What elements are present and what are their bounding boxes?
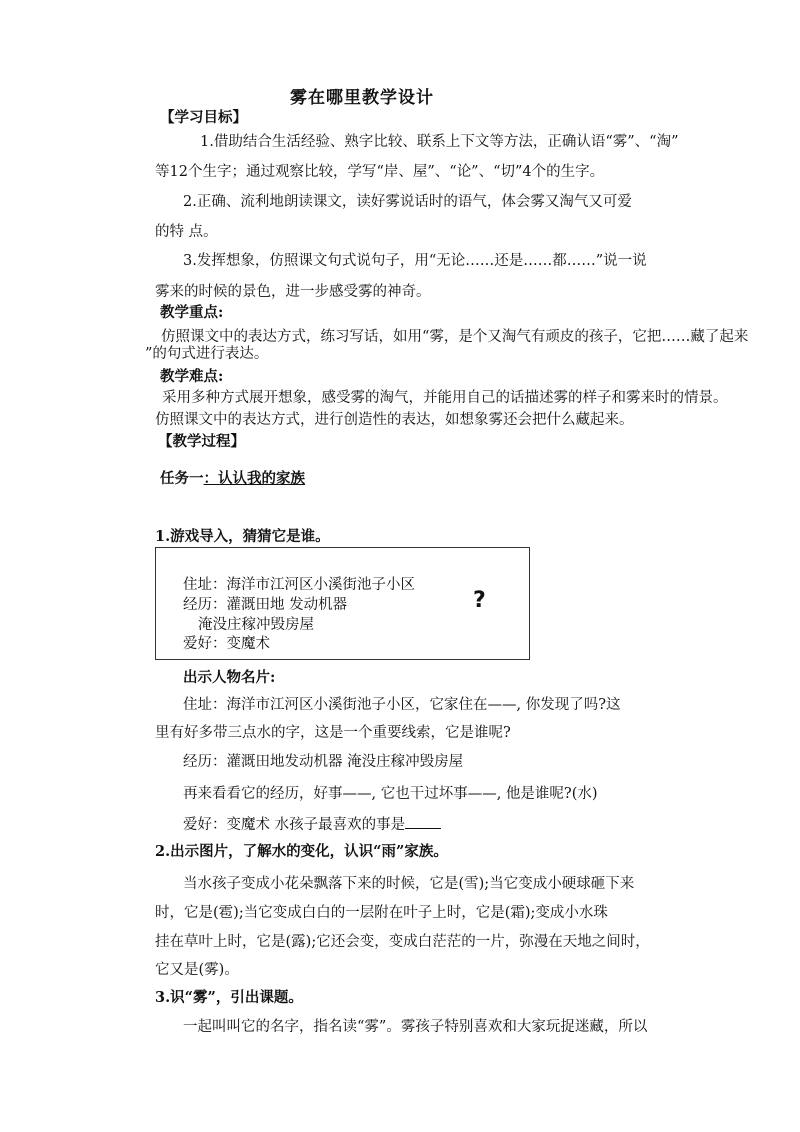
key-point-heading: 教学重点: xyxy=(160,304,224,321)
key-point-line-2: ”的句式进行表达。 xyxy=(145,346,269,362)
goal-3-line-2: 雾来的时候的景色，进一步感受雾的神奇。 xyxy=(155,284,431,300)
goal-1-line-1: 1.借助结合生活经验、熟字比较、联系上下文等方法，正确认语“雾”、“淘” xyxy=(200,134,679,150)
card-address: 住址：海洋市江河区小溪街池子小区 xyxy=(183,577,415,593)
card-experience: 经历：灌溉田地 发动机器 xyxy=(183,597,348,613)
para-change-line-1: 当水孩子变成小花朵飘落下来的时候，它是(雪);当它变成小硬球砸下来 xyxy=(183,876,635,892)
goal-2-line-2: 的特 点。 xyxy=(155,224,218,240)
step-1-heading: 1.游戏导入，猜猜它是谁。 xyxy=(155,528,330,545)
para-experience-question: 再来看看它的经历，好事——, 它也干过坏事——, 他是谁呢?(水) xyxy=(183,786,598,802)
para-address-line-2: 里有好多带三点水的字，这是一个重要线索，它是谁呢? xyxy=(155,725,511,741)
goals-heading: 【学习目标】 xyxy=(160,109,247,126)
card-hobby: 爱好：变魔术 xyxy=(183,636,270,652)
para-address-line-1: 住址：海洋市江河区小溪街池子小区，它家住在——, 你发现了吗?这 xyxy=(183,697,621,713)
goal-2-line-1: 2.正确、流利地朗读课文，读好雾说话时的语气，体会雾又淘气又可爱 xyxy=(183,194,632,210)
difficulty-heading: 教学难点: xyxy=(160,368,224,385)
process-heading: 【教学过程】 xyxy=(158,433,245,450)
para-hobby xyxy=(183,814,441,835)
goal-3-line-1: 3.发挥想象，仿照课文句式说句子，用“无论……还是……都……”说一说 xyxy=(183,253,647,269)
key-point-line-1: 仿照课文中的表达方式，练习写话，如用“雾，是个又淘气有顽皮的孩子，它把……藏了起来 xyxy=(161,329,749,345)
answer-blank xyxy=(405,814,441,829)
task-one-title: ：认认我的家族 xyxy=(203,470,305,487)
difficulty-line-2: 仿照课文中的表达方式，进行创造性的表达，如想象雾还会把什么藏起来。 xyxy=(155,412,634,428)
question-mark-icon: ? xyxy=(473,588,486,613)
para-hobby-text: 爱好：变魔术 水孩子最喜欢的事是 xyxy=(183,817,406,833)
card-caption: 出示人物名片: xyxy=(183,669,276,686)
para-change-line-2: 时，它是(雹);当它变成白白的一层附在叶子上时，它是(霜);变成小水珠 xyxy=(155,905,608,921)
para-change-line-4: 它又是(雾)。 xyxy=(155,962,239,978)
step-3-heading: 3.识“雾”，引出课题。 xyxy=(155,989,303,1006)
para-change-line-3: 挂在草叶上时，它是(露);它还会变，变成白茫茫的一片，弥漫在天地之间时， xyxy=(155,934,650,950)
page-title: 雾在哪里教学设计 xyxy=(290,88,434,108)
task-one-label: 任务一 xyxy=(160,470,204,487)
para-experience: 经历：灌溉田地发动机器 淹没庄稼冲毁房屋 xyxy=(183,754,464,770)
para-fog-intro: 一起叫叫它的名字，指名读“雾”。雾孩子特别喜欢和大家玩捉迷藏，所以 xyxy=(183,1019,648,1035)
difficulty-line-1: 采用多种方式展开想象，感受雾的淘气，并能用自己的话描述雾的样子和雾来时的情景。 xyxy=(162,390,728,406)
step-2-heading: 2.出示图片，了解水的变化，认识“雨”家族。 xyxy=(155,843,448,860)
card-experience-cont: 淹没庄稼冲毁房屋 xyxy=(198,617,314,633)
goal-1-line-2: 等12个生字；通过观察比较，学写“岸、屋”、“论”、“切”4个的生字。 xyxy=(155,164,605,180)
task-one-heading xyxy=(160,469,305,489)
